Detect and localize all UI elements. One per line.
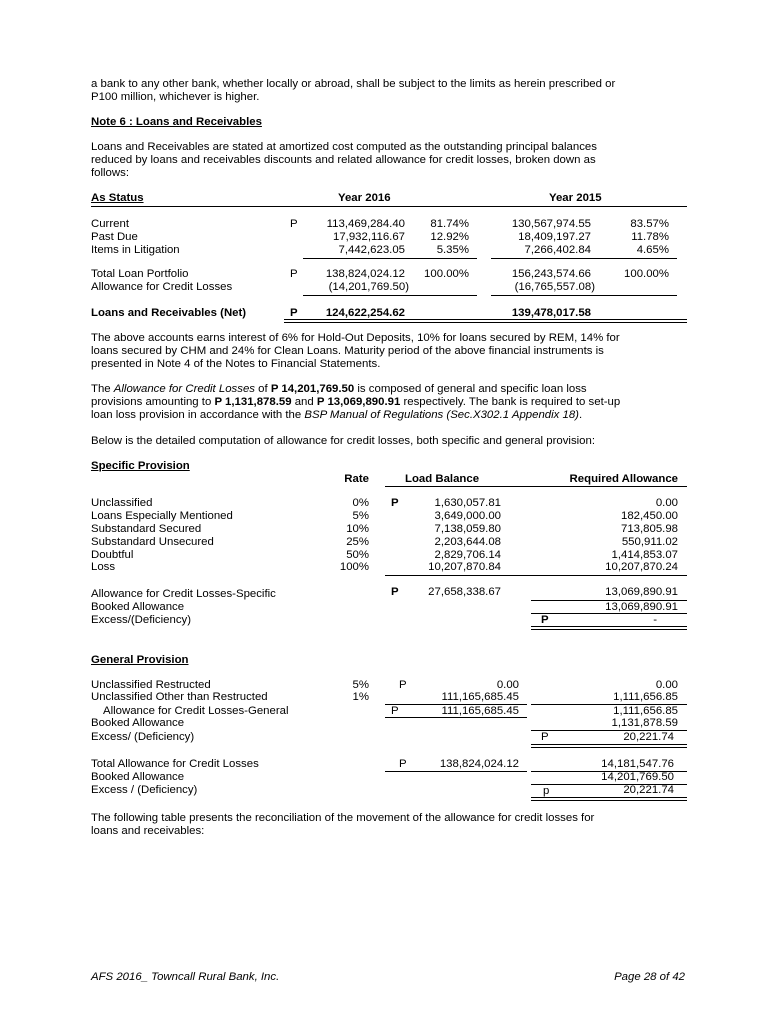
spec-row-required: 1,414,853.07 xyxy=(611,549,678,561)
footer-page-number: Page 28 of 42 xyxy=(614,971,685,983)
total-double-rule-top xyxy=(284,319,687,320)
interest-para-line-1: The above accounts earns interest of 6% for Hold-Out Deposits, 10% for loans secured by REM, 14% for xyxy=(91,332,620,344)
spec-row-label: Loss xyxy=(91,561,116,573)
footer-document-title: AFS 2016_ Towncall Rural Bank, Inc. xyxy=(91,971,280,983)
spec-row-balance: 2,829,706.14 xyxy=(434,549,501,561)
gen-excess-double-rule-top xyxy=(531,744,687,745)
spec-allowance-label: Allowance for Credit Losses-Specific xyxy=(91,588,276,600)
gen-row-rate: 5% xyxy=(352,679,369,691)
status-amount-2015: 7,266,402.84 xyxy=(524,244,591,256)
total-allowance-label: Total Allowance for Credit Losses xyxy=(91,758,259,770)
spec-row-rate: 100% xyxy=(339,561,369,573)
below-para: Below is the detailed computation of allowance for credit losses, both specific and general provision: xyxy=(91,435,596,447)
reconciliation-para-line-1: The following table presents the reconciliation of the movement of the allowance for credit losses for xyxy=(91,812,595,824)
total-excess-label: Excess / (Deficiency) xyxy=(91,784,198,796)
year-2016-header: Year 2016 xyxy=(338,192,391,204)
specific-heading: Specific Provision xyxy=(91,460,190,472)
status-percent-2016: 81.74% xyxy=(430,218,469,230)
header-rule xyxy=(91,206,687,207)
subtotal-rule-2015 xyxy=(491,258,677,259)
rate-header: Rate xyxy=(344,473,369,485)
as-status-heading: As Status xyxy=(91,192,144,204)
reconciliation-para-line-2: loans and receivables: xyxy=(91,825,205,837)
status-percent-2015: 11.78% xyxy=(631,231,669,243)
gen-allowance-balance: 111,165,685.45 xyxy=(441,705,519,717)
spec-row-required: 0.00 xyxy=(655,497,678,509)
total-allowance-balance: 138,824,024.12 xyxy=(439,758,519,770)
interest-para-line-2: loans secured by CHM and 24% for Clean Loans. Maturity period of the above financial instruments is xyxy=(91,345,604,357)
total-rule-balance xyxy=(385,771,527,772)
total-booked-required: 14,201,769.50 xyxy=(601,771,674,783)
currency-symbol: P xyxy=(399,758,407,770)
gen-row-required: 0.00 xyxy=(655,679,678,691)
spec-row-balance: 3,649,000.00 xyxy=(434,510,501,522)
note6-para-line-3: follows: xyxy=(91,167,129,179)
document-page xyxy=(91,0,685,1024)
currency-symbol: P xyxy=(290,307,298,319)
currency-symbol: P xyxy=(290,218,298,230)
total-excess-double-rule-top xyxy=(531,797,687,798)
excess-double-rule-bottom xyxy=(531,629,687,630)
gen-allowance-label: Allowance for Credit Losses-General xyxy=(103,705,289,717)
note6-heading: Note 6 : Loans and Receivables xyxy=(91,116,262,128)
spec-row-required: 182,450.00 xyxy=(620,510,678,522)
general-heading: General Provision xyxy=(91,654,189,666)
spec-row-required: 10,207,870.24 xyxy=(605,561,678,573)
gen-allowance-rule-balance xyxy=(385,717,527,718)
currency-symbol: P xyxy=(391,586,399,598)
spec-row-balance: 1,630,057.81 xyxy=(434,497,501,509)
net-amount-2015: 139,478,017.58 xyxy=(511,307,591,319)
gen-booked-label: Booked Allowance xyxy=(91,717,185,729)
status-amount-2016: 113,469,284.40 xyxy=(326,218,405,230)
status-amount-2016: 17,932,116.67 xyxy=(333,231,405,243)
spec-row-rate: 25% xyxy=(346,536,369,548)
year-2015-header: Year 2015 xyxy=(549,192,602,204)
spec-excess-label: Excess/(Deficiency) xyxy=(91,614,192,626)
spec-row-label: Loans Especially Mentioned xyxy=(91,510,233,522)
status-amount-2015: 18,409,197.27 xyxy=(518,231,591,243)
spec-row-label: Substandard Unsecured xyxy=(91,536,214,548)
subtotal-rule-2016 xyxy=(303,295,477,296)
gen-row-label: Unclassified Other than Restructed xyxy=(91,691,268,703)
spec-row-rate: 5% xyxy=(352,510,369,522)
status-row-label: Allowance for Credit Losses xyxy=(91,281,233,293)
gen-row-required: 1,111,656.85 xyxy=(613,691,678,703)
spec-booked-label: Booked Allowance xyxy=(91,601,185,613)
total-allowance-required: 14,181,547.76 xyxy=(601,758,674,770)
spec-row-required: 713,805.98 xyxy=(620,523,678,535)
spec-row-rate: 0% xyxy=(352,497,369,509)
status-amount-2016: 138,824,024.12 xyxy=(325,268,405,280)
net-label: Loans and Receivables (Net) xyxy=(91,307,247,319)
gen-excess-double-rule-bottom xyxy=(531,747,687,748)
total-excess-required: 20,221.74 xyxy=(623,784,674,796)
status-amount-2015: 130,567,974.55 xyxy=(511,218,591,230)
currency-symbol: P xyxy=(399,679,407,691)
allowance-para-line-1: The Allowance for Credit Losses of P 14,201,769.50 is composed of general and specific loan loss xyxy=(91,383,587,395)
excess-double-rule-top xyxy=(531,626,687,627)
total-booked-label: Booked Allowance xyxy=(91,771,185,783)
subtotal-rule-2016 xyxy=(303,258,477,259)
note6-para-line-2: reduced by loans and receivables discounts and related allowance for credit losses, broken down as xyxy=(91,154,596,166)
total-double-rule-bottom xyxy=(284,322,687,323)
spec-row-balance: 7,138,059.80 xyxy=(434,523,501,535)
status-amount-2016: (14,201,769.50) xyxy=(328,281,409,293)
currency-symbol: P xyxy=(391,705,399,717)
intro-line-2: P100 million, whichever is higher. xyxy=(91,91,260,103)
status-percent-2016: 5.35% xyxy=(436,244,469,256)
currency-symbol: P xyxy=(391,497,399,509)
net-amount-2016: 124,622,254.62 xyxy=(325,307,405,319)
note6-para-line-1: Loans and Receivables are stated at amortized cost computed as the outstanding principal balances xyxy=(91,141,597,153)
allowance-para-line-2: provisions amounting to P 1,131,878.59 and P 13,069,890.91 respectively. The bank is required to set-up xyxy=(91,396,621,408)
status-amount-2015: 156,243,574.66 xyxy=(511,268,591,280)
spec-row-rate: 50% xyxy=(346,549,369,561)
status-percent-2015: 4.65% xyxy=(636,244,669,256)
status-amount-2015: (16,765,557.08) xyxy=(514,281,595,293)
status-percent-2016: 100.00% xyxy=(424,268,469,280)
spec-row-label: Unclassified xyxy=(91,497,153,509)
gen-row-balance: 111,165,685.45 xyxy=(441,691,519,703)
gen-excess-required: 20,221.74 xyxy=(623,731,674,743)
spec-row-label: Doubtful xyxy=(91,549,134,561)
status-percent-2015: 83.57% xyxy=(630,218,669,230)
spec-row-label: Substandard Secured xyxy=(91,523,202,535)
allowance-para-line-3: loan loss provision in accordance with the BSP Manual of Regulations (Sec.X302.1 Appendix 18). xyxy=(91,409,583,421)
spec-allowance-balance: 27,658,338.67 xyxy=(428,586,501,598)
currency-symbol: P xyxy=(290,268,298,280)
gen-booked-required: 1,131,878.59 xyxy=(611,717,678,729)
currency-symbol: P xyxy=(541,614,549,626)
gen-allowance-required: 1,111,656.85 xyxy=(613,705,678,717)
spec-allowance-required: 13,069,890.91 xyxy=(605,586,678,598)
balance-header: Load Balance xyxy=(405,473,480,485)
status-percent-2016: 12.92% xyxy=(430,231,469,243)
status-percent-2015: 100.00% xyxy=(624,268,669,280)
status-row-label: Items in Litigation xyxy=(91,244,180,256)
gen-excess-label: Excess/ (Deficiency) xyxy=(91,731,195,743)
spec-row-required: 550,911.02 xyxy=(621,536,678,548)
interest-para-line-3: presented in Note 4 of the Notes to Financial Statements. xyxy=(91,358,381,370)
specific-subtotal-rule xyxy=(385,575,687,576)
currency-symbol: p xyxy=(543,785,550,797)
status-amount-2016: 7,442,623.05 xyxy=(338,244,405,256)
spec-excess-required: - xyxy=(653,614,657,626)
required-header: Required Allowance xyxy=(569,473,678,485)
spec-booked-required: 13,069,890.91 xyxy=(605,601,678,613)
spec-row-balance: 10,207,870.84 xyxy=(428,561,501,573)
total-excess-double-rule-bottom xyxy=(531,800,687,801)
status-row-label: Current xyxy=(91,218,129,230)
gen-row-rate: 1% xyxy=(352,691,369,703)
subtotal-rule-2015 xyxy=(491,295,677,296)
status-row-label: Past Due xyxy=(91,231,138,243)
specific-header-rule xyxy=(385,486,687,487)
spec-row-rate: 10% xyxy=(346,523,369,535)
currency-symbol: P xyxy=(541,731,549,743)
spec-row-balance: 2,203,644.08 xyxy=(434,536,501,548)
gen-row-label: Unclassified Restructed xyxy=(91,679,211,691)
status-row-label: Total Loan Portfolio xyxy=(91,268,189,280)
gen-row-balance: 0.00 xyxy=(496,679,519,691)
intro-line-1: a bank to any other bank, whether locally or abroad, shall be subject to the limits as herein prescribed or xyxy=(91,78,616,90)
